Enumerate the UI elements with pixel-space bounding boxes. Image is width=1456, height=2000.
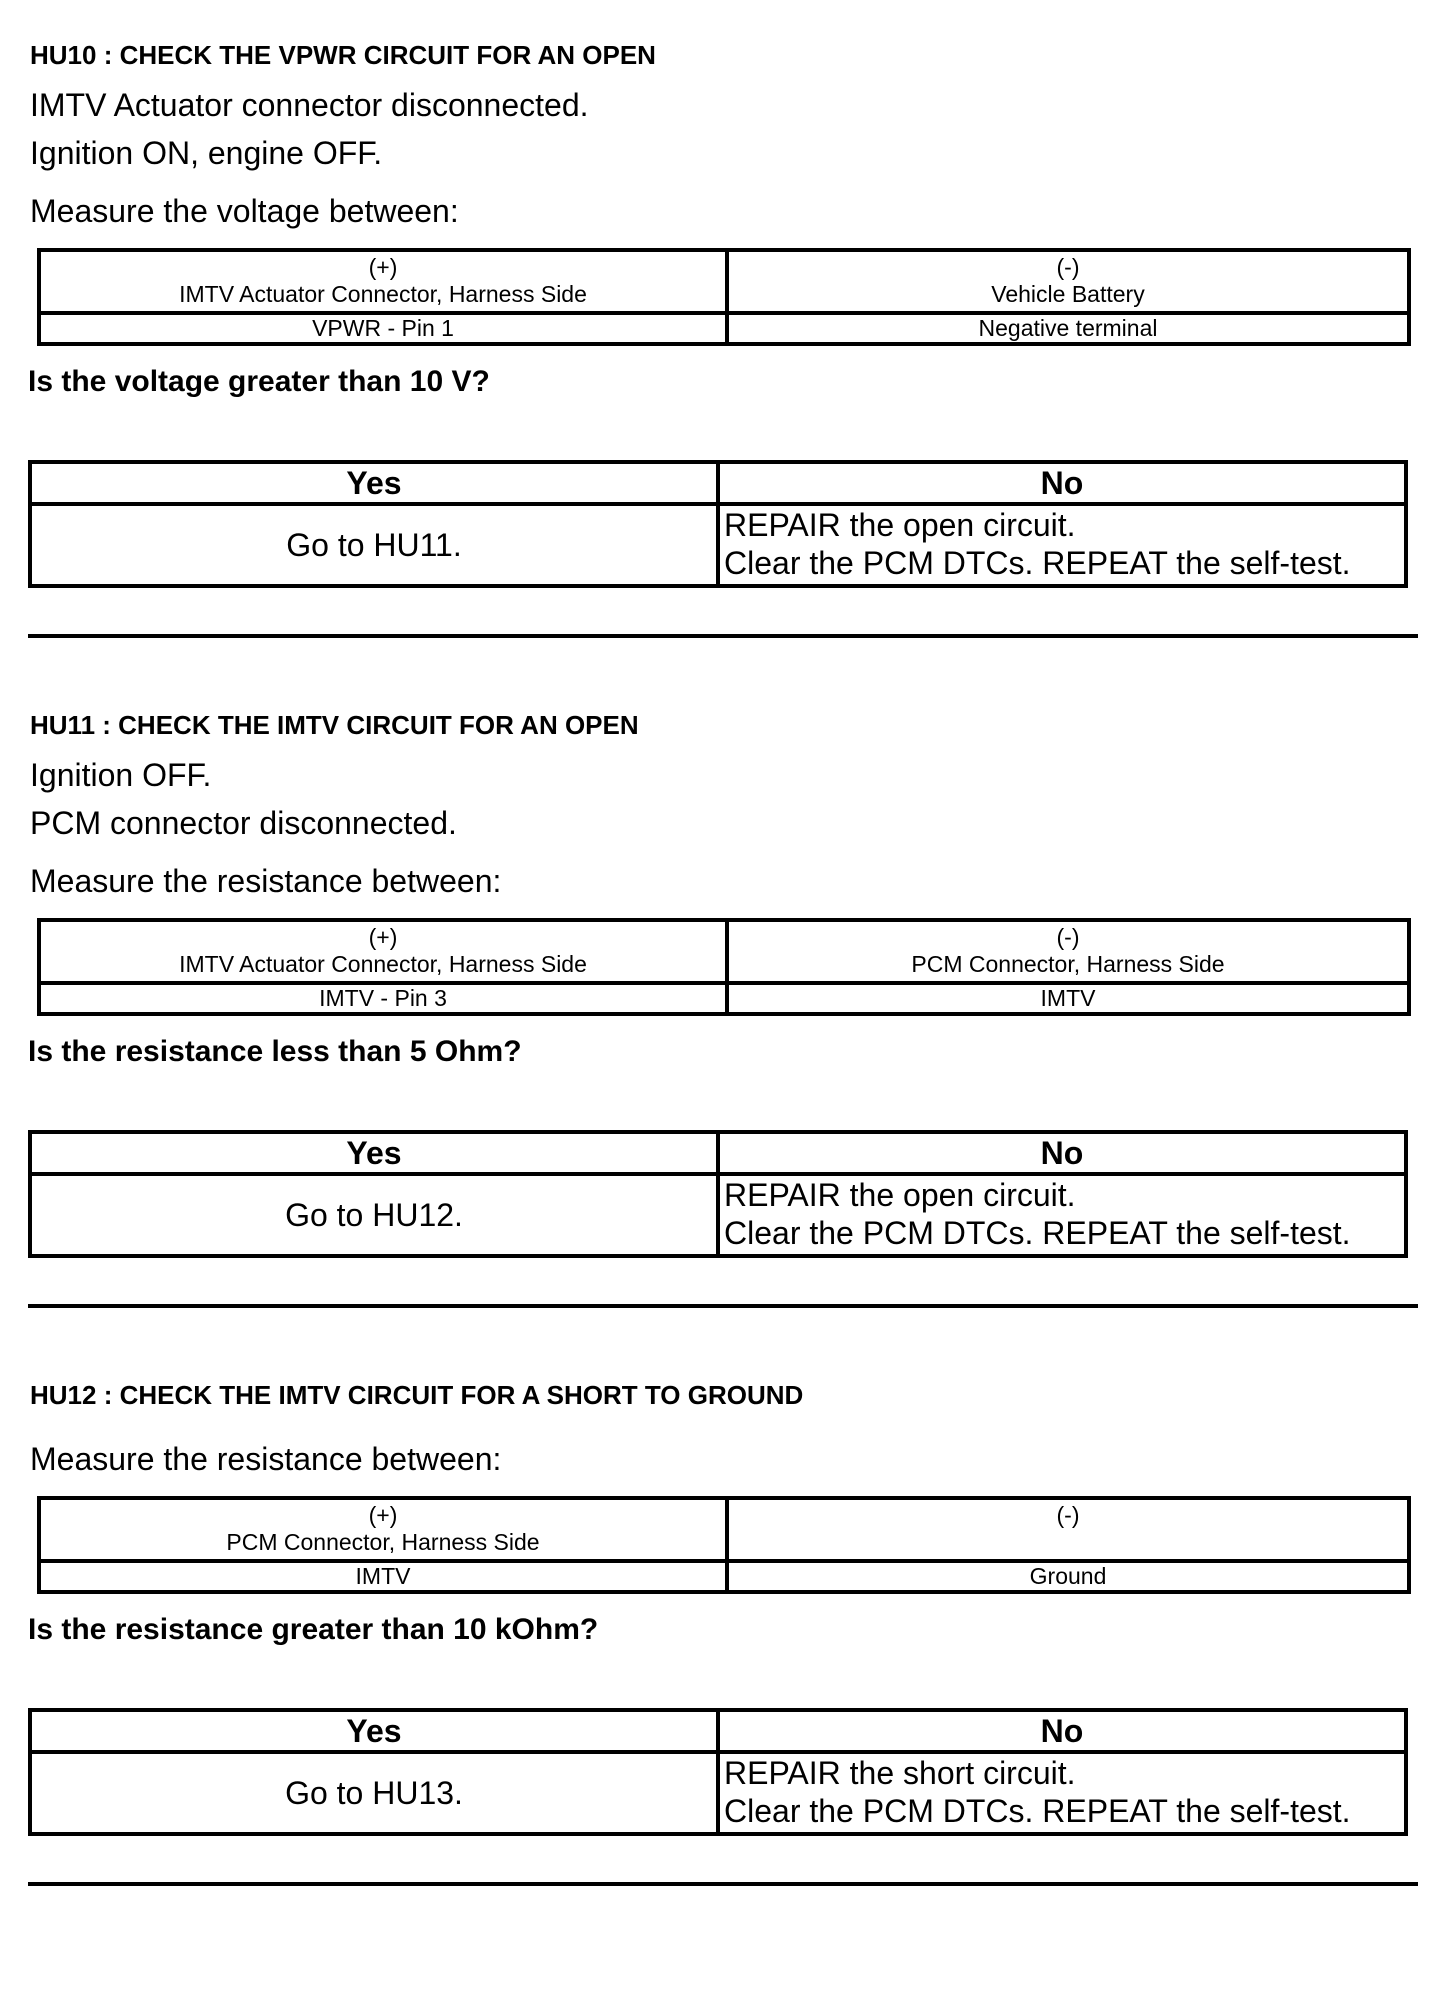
section-hu10 [0, 0, 1456, 660]
section-hu11 [0, 670, 1456, 1330]
measurement-table [37, 1496, 1411, 1594]
no-header: No [1040, 465, 1084, 501]
section-heading: HU12 : CHECK THE IMTV CIRCUIT FOR A SHORT TO GROUND [30, 1380, 804, 1410]
section-heading: HU10 : CHECK THE VPWR CIRCUIT FOR AN OPEN [30, 40, 656, 70]
minus-value: IMTV [1040, 985, 1096, 1011]
measure-instruction: Measure the voltage between: [30, 193, 459, 229]
plus-terminal-header [41, 254, 725, 308]
plus-symbol: (+) [368, 1502, 398, 1528]
minus-value: Ground [1029, 1563, 1107, 1589]
answer-table [28, 1130, 1408, 1258]
minus-symbol: (-) [1056, 254, 1080, 280]
no-header: No [1040, 1135, 1084, 1171]
plus-symbol: (+) [368, 254, 398, 280]
step-text: IMTV Actuator connector disconnected. [30, 87, 589, 123]
no-action-line: Clear the PCM DTCs. REPEAT the self-test. [724, 545, 1351, 581]
minus-symbol: (-) [1056, 1502, 1080, 1528]
plus-terminal-header [41, 1502, 725, 1556]
step-text: PCM connector disconnected. [30, 805, 457, 841]
test-question: Is the resistance less than 5 Ohm? [28, 1035, 522, 1068]
no-action-line: Clear the PCM DTCs. REPEAT the self-test. [724, 1215, 1351, 1251]
minus-terminal-header [729, 254, 1407, 308]
yes-header: Yes [346, 1135, 402, 1171]
measure-instruction: Measure the resistance between: [30, 1441, 502, 1477]
no-header: No [1040, 1713, 1084, 1749]
minus-terminal-header [729, 924, 1407, 978]
no-action-line: Clear the PCM DTCs. REPEAT the self-test. [724, 1793, 1351, 1829]
test-question: Is the resistance greater than 10 kOhm? [28, 1613, 599, 1646]
plus-terminal-header [41, 924, 725, 978]
step-text: Ignition ON, engine OFF. [30, 135, 383, 171]
no-action-line: REPAIR the short circuit. [724, 1755, 1076, 1791]
minus-label: PCM Connector, Harness Side [911, 951, 1225, 977]
section-heading: HU11 : CHECK THE IMTV CIRCUIT FOR AN OPEN [30, 710, 639, 740]
plus-value: IMTV - Pin 3 [319, 985, 447, 1011]
answer-table [28, 460, 1408, 588]
yes-header: Yes [346, 1713, 402, 1749]
plus-label: PCM Connector, Harness Side [226, 1529, 540, 1555]
section-divider [28, 634, 1418, 638]
no-action-line: REPAIR the open circuit. [724, 1177, 1076, 1213]
minus-terminal-header [729, 1502, 1407, 1529]
yes-action: Go to HU12. [285, 1197, 463, 1233]
section-divider [28, 1304, 1418, 1308]
plus-symbol: (+) [368, 924, 398, 950]
minus-symbol: (-) [1056, 924, 1080, 950]
plus-value: VPWR - Pin 1 [312, 315, 454, 341]
minus-value: Negative terminal [978, 315, 1158, 341]
no-action [724, 1754, 1351, 1830]
plus-value: IMTV [355, 1563, 411, 1589]
no-action [724, 506, 1351, 582]
no-action-line: REPAIR the open circuit. [724, 507, 1076, 543]
step-text: Ignition OFF. [30, 757, 212, 793]
yes-action: Go to HU11. [286, 527, 462, 563]
yes-header: Yes [346, 465, 402, 501]
section-hu12 [0, 1340, 1456, 2000]
yes-action: Go to HU13. [285, 1775, 463, 1811]
measure-instruction: Measure the resistance between: [30, 863, 502, 899]
no-action [724, 1176, 1351, 1252]
minus-label: Vehicle Battery [991, 281, 1145, 307]
measurement-table [37, 248, 1411, 346]
plus-label: IMTV Actuator Connector, Harness Side [179, 951, 587, 977]
section-divider [28, 1882, 1418, 1886]
answer-table [28, 1708, 1408, 1836]
plus-label: IMTV Actuator Connector, Harness Side [179, 281, 587, 307]
measurement-table [37, 918, 1411, 1016]
test-question: Is the voltage greater than 10 V? [28, 365, 490, 398]
